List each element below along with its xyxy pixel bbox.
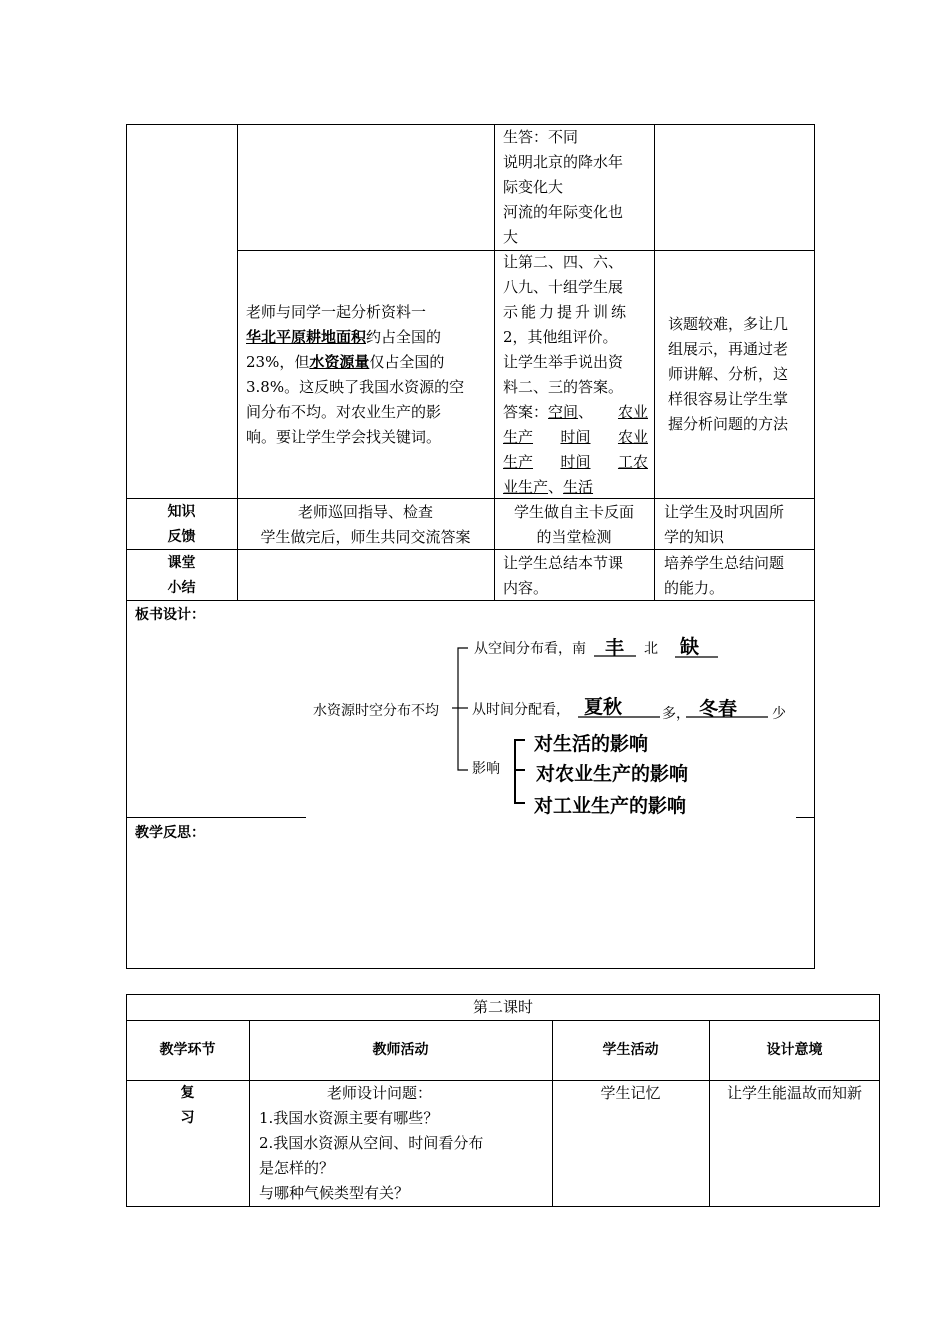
t2-header-design: 设计意境 bbox=[766, 1042, 823, 1058]
diagram-north-value: 缺 bbox=[680, 636, 700, 658]
reflection-title: 教学反思： bbox=[135, 825, 205, 841]
t2-divider-title bbox=[126, 1020, 880, 1021]
row-b-student: 让第二、四、六、 八九、十组学生展 示能力提升训练 2，其他组评价。 让学生举手说出资 料二、三的答案。 答案：空间、 农业 生产 时间 农业 生产 时间 工农 业生产、生活 bbox=[503, 253, 648, 496]
row-d-student: 让学生总结本节课 内容。 bbox=[503, 554, 624, 597]
row-b-teacher: 老师与同学一起分析资料一 华北平原耕地面积约占全国的 23%，但水资源量仅占全国的 3.8%。这反映了我国水资源的空 间分布不均。对农业生产的影 响。要让学生学会找关键词。 bbox=[246, 303, 465, 446]
row-d-label: 课堂 小结 bbox=[167, 555, 196, 596]
row-c-teacher: 老师巡回指导、检查 学生做完后，师生共同交流答案 bbox=[260, 503, 471, 546]
diagram-south-value: 丰 bbox=[605, 637, 625, 659]
table-border-bottom bbox=[126, 968, 815, 969]
diagram-branch-impact: 影响 bbox=[472, 761, 500, 777]
t2-row-student: 学生记忆 bbox=[600, 1084, 661, 1102]
diagram-more-value: 夏秋 bbox=[584, 696, 623, 718]
diagram-impact-life: 对生活的影响 bbox=[534, 733, 649, 755]
t2-header-student: 学生活动 bbox=[602, 1042, 659, 1058]
t2-title: 第二课时 bbox=[472, 998, 533, 1016]
diagram-root: 水资源时空分布不均 bbox=[313, 703, 439, 719]
t2-row-label: 复 习 bbox=[180, 1085, 195, 1126]
t2-header-stage: 教学环节 bbox=[159, 1042, 216, 1058]
row-c-design: 让学生及时巩固所 学的知识 bbox=[664, 503, 785, 546]
diagram-impact-industry: 对工业生产的影响 bbox=[534, 795, 687, 817]
diagram-branch-time: 从时间分配看， bbox=[472, 702, 570, 718]
diagram-more-label: 多， bbox=[662, 706, 690, 722]
row-b-design: 该题较难，多让几 组展示，再通过老 师讲解、分析，这 样很容易让学生掌 握分析问题的方法 bbox=[668, 315, 789, 433]
t2-row-teacher: 老师设计问题： 1.我国水资源主要有哪些？ 2.我国水资源从空间、时间看分布 是怎样的？ 与哪种气候类型有关？ bbox=[259, 1084, 484, 1202]
diagram-north-label: 北 bbox=[644, 641, 658, 657]
board-design-title: 板书设计： bbox=[135, 607, 205, 623]
diagram-less-label: 少 bbox=[772, 706, 786, 722]
diagram-impact-agriculture: 对农业生产的影响 bbox=[536, 763, 689, 785]
t2-row-design: 让学生能温故而知新 bbox=[726, 1084, 862, 1102]
t2-border-bottom bbox=[126, 1206, 880, 1207]
row-a-student: 生答：不同 说明北京的降水年 际变化大 河流的年际变化也 大 bbox=[503, 128, 624, 246]
row-d-design: 培养学生总结问题 的能力。 bbox=[664, 554, 785, 597]
diagram-less-value: 冬春 bbox=[699, 698, 738, 720]
lesson-table-2 bbox=[126, 994, 880, 1207]
row-c-student: 学生做自主卡反面 的当堂检测 bbox=[513, 503, 634, 546]
diagram-branch-space: 从空间分布看，南 bbox=[474, 641, 586, 657]
t2-header-teacher: 教师活动 bbox=[372, 1042, 429, 1058]
row-c-label: 知识 反馈 bbox=[167, 504, 196, 545]
